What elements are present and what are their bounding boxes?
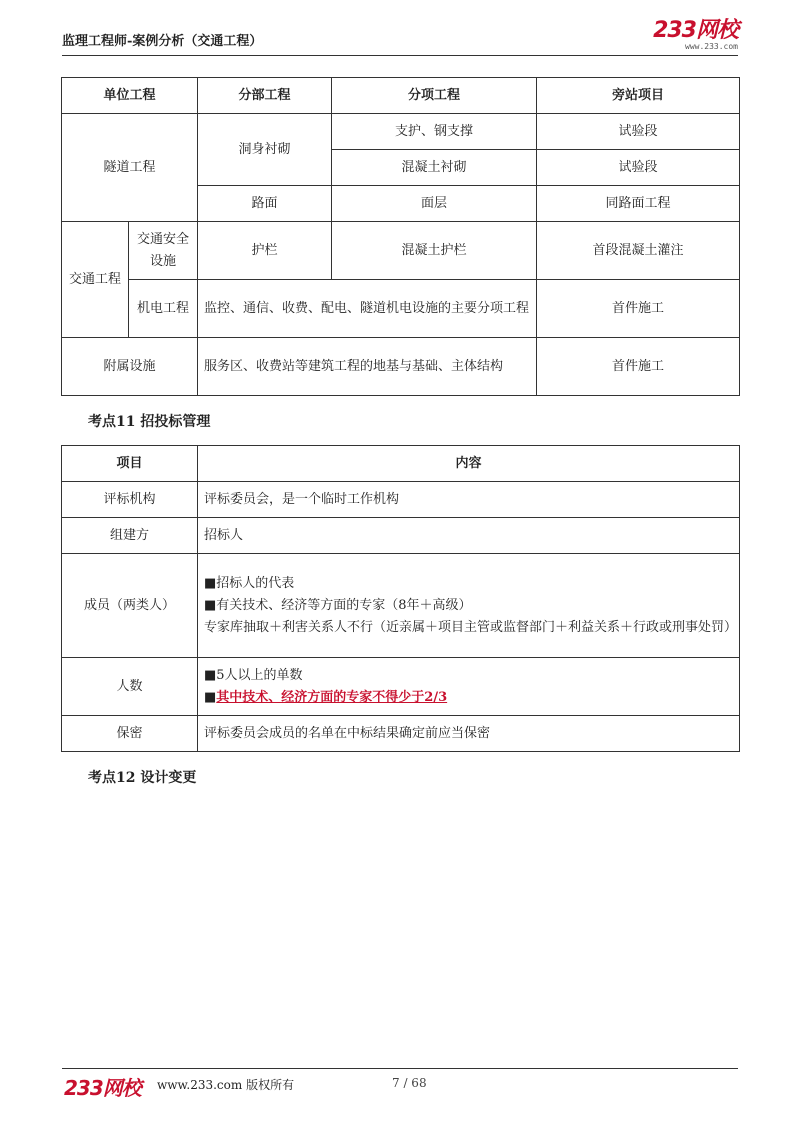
row-label: 成员（两类人）	[62, 554, 198, 658]
division-cell: 洞身衬砌	[198, 114, 332, 186]
content-line: ■招标人的代表	[204, 575, 295, 591]
site-cell: 试验段	[537, 114, 740, 150]
item-cell: 面层	[332, 186, 537, 222]
site-cell: 同路面工程	[537, 186, 740, 222]
section-heading-12: 考点12 设计变更	[88, 770, 197, 786]
subunit-cell: 机电工程	[129, 280, 198, 338]
row-label: 组建方	[62, 518, 198, 554]
row-label: 评标机构	[62, 482, 198, 518]
table-header-row	[62, 78, 740, 114]
table-row	[62, 554, 740, 658]
column-header: 分项工程	[332, 78, 537, 114]
table-row	[62, 222, 740, 280]
bullet: ■	[204, 689, 217, 705]
section-heading-11: 考点11 招投标管理	[88, 414, 211, 430]
row-label: 人数	[62, 658, 198, 716]
column-header: 旁站项目	[537, 78, 740, 114]
footer-logo: 233网校	[64, 1076, 141, 1100]
site-cell: 首段混凝土灌注	[537, 222, 740, 280]
content-line	[204, 687, 733, 709]
content-line: ■有关技术、经济等方面的专家（8年＋高级）	[204, 597, 472, 613]
row-content	[198, 658, 740, 716]
table-row	[62, 338, 740, 396]
item-cell: 支护、钢支撑	[332, 114, 537, 150]
site-cell: 首件施工	[537, 280, 740, 338]
unit-cell: 交通工程	[62, 222, 129, 338]
row-content	[198, 554, 740, 658]
brand-logo	[653, 20, 738, 52]
column-header: 单位工程	[62, 78, 198, 114]
table-row	[62, 114, 740, 150]
table-row	[62, 716, 740, 752]
footer-copyright: www.233.com 版权所有	[157, 1078, 295, 1092]
subunit-cell: 交通安全设施	[129, 222, 198, 280]
logo-text: 233网校	[653, 18, 738, 43]
footer-divider	[62, 1068, 738, 1069]
table-row	[62, 518, 740, 554]
division-cell: 监控、通信、收费、配电、隧道机电设施的主要分项工程	[198, 280, 537, 338]
division-cell: 路面	[198, 186, 332, 222]
column-header: 项目	[62, 446, 198, 482]
unit-cell: 隧道工程	[62, 114, 198, 222]
unit-cell: 附属设施	[62, 338, 198, 396]
table-row	[62, 658, 740, 716]
document-header-title: 监理工程师-案例分析（交通工程）	[62, 34, 263, 49]
table-row	[62, 482, 740, 518]
content-line: 专家库抽取＋利害关系人不行（近亲属＋项目主管或监督部门＋利益关系＋行政或刑事处罚）	[204, 619, 738, 635]
header-divider	[62, 55, 738, 56]
site-cell: 试验段	[537, 150, 740, 186]
supervision-table	[61, 77, 740, 396]
table-row	[62, 280, 740, 338]
row-content: 招标人	[198, 518, 740, 554]
row-content: 评标委员会，是一个临时工作机构	[198, 482, 740, 518]
item-cell: 混凝土衬砌	[332, 150, 537, 186]
item-cell: 混凝土护栏	[332, 222, 537, 280]
column-header: 内容	[198, 446, 740, 482]
logo-url: www.233.com	[685, 42, 738, 51]
table-header-row	[62, 446, 740, 482]
content-line: ■5人以上的单数	[204, 667, 303, 683]
site-cell: 首件施工	[537, 338, 740, 396]
row-label: 保密	[62, 716, 198, 752]
highlight-text: 其中技术、经济方面的专家不得少于2/3	[216, 689, 448, 705]
page-number: 7 / 68	[392, 1076, 427, 1090]
row-content: 评标委员会成员的名单在中标结果确定前应当保密	[198, 716, 740, 752]
bidding-table	[61, 445, 740, 752]
division-cell: 护栏	[198, 222, 332, 280]
column-header: 分部工程	[198, 78, 332, 114]
division-cell: 服务区、收费站等建筑工程的地基与基础、主体结构	[198, 338, 537, 396]
